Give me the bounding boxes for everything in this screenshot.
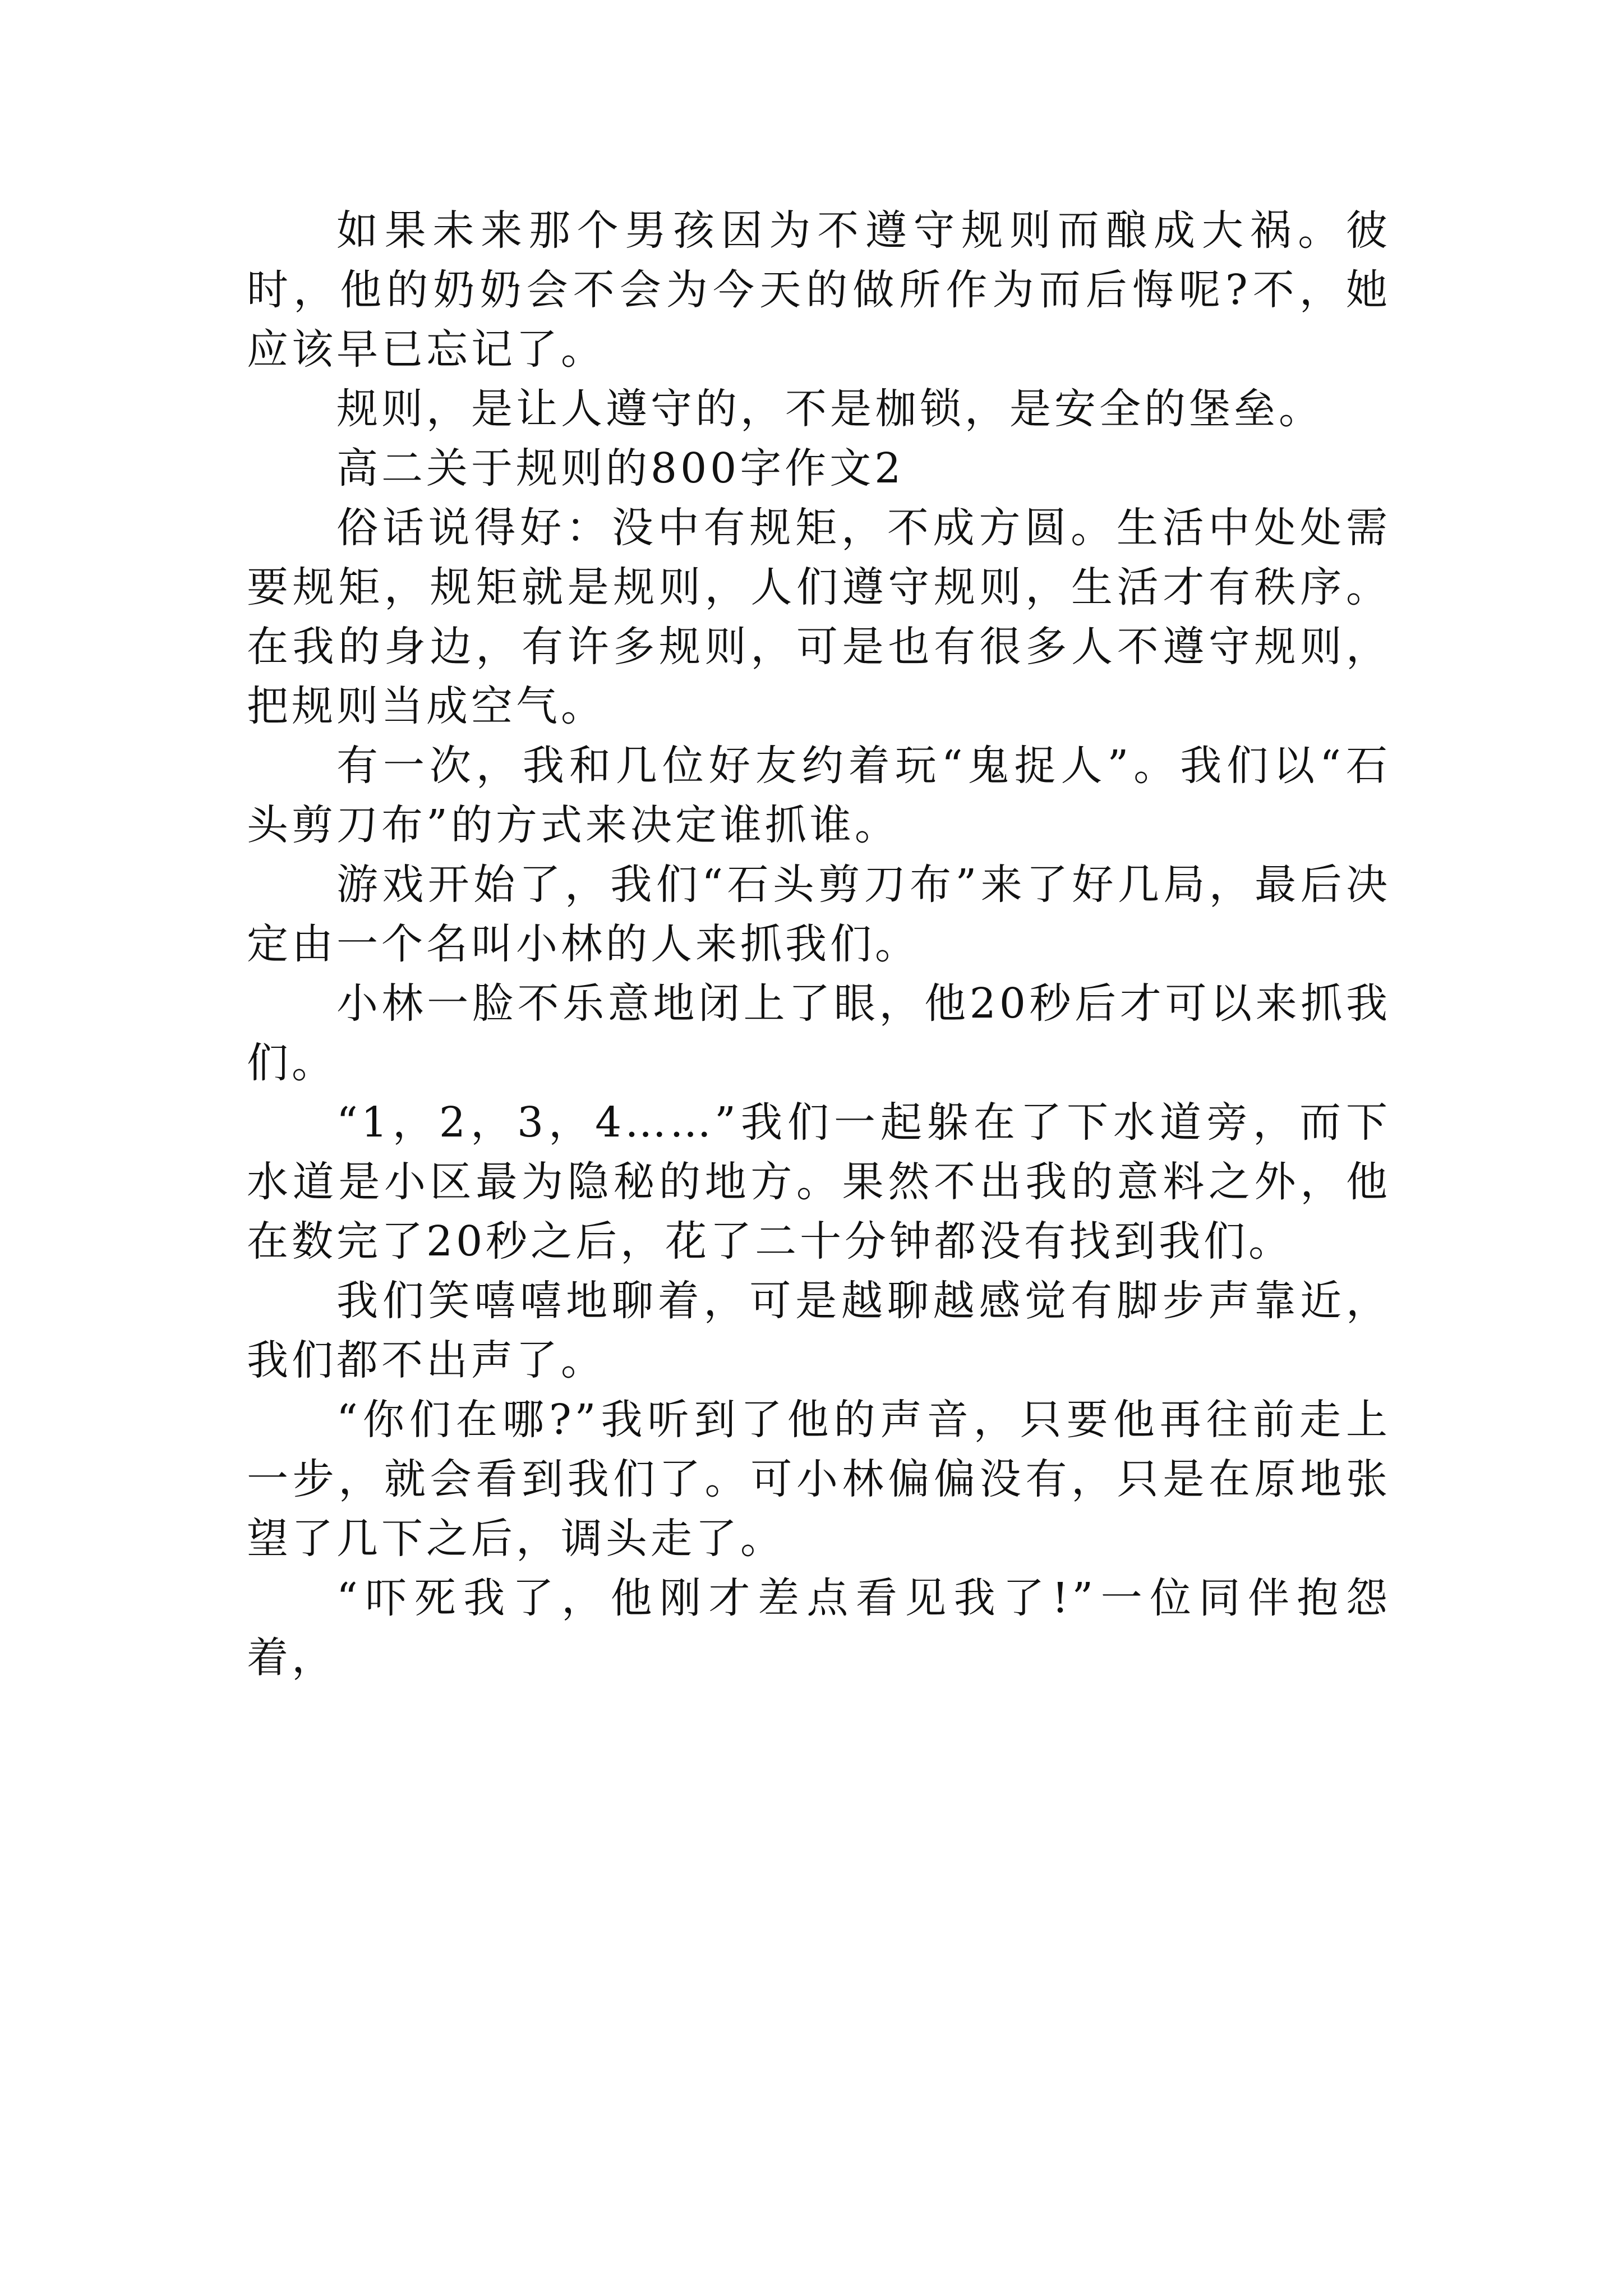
paragraph-1: 如果未来那个男孩因为不遵守规则而酿成大祸。彼时，他的奶奶会不会为今天的做所作为而后悔呢?不，她应该早已忘记了。 [247, 206, 1391, 374]
document-body [247, 201, 1391, 1687]
paragraph-7: “1，2，3，4……”我们一起躲在了下水道旁，而下水道是小区最为隐秘的地方。果然不出我的意料之外，他在数完了20秒之后，花了二十分钟都没有找到我们。 [247, 1098, 1391, 1266]
paragraph-9: “你们在哪?”我听到了他的声音，只要他再往前走上一步，就会看到我们了。可小林偏偏没有，只是在原地张望了几下之后，调头走了。 [247, 1396, 1391, 1563]
paragraph-3: 俗话说得好：没中有规矩，不成方圆。生活中处处需要规矩，规矩就是规则，人们遵守规则，生活才有秩序。在我的身边，有许多规则，可是也有很多人不遵守规则，把规则当成空气。 [247, 504, 1391, 730]
section-heading: 高二关于规则的800字作文2 [336, 444, 905, 493]
paragraph-5: 游戏开始了，我们“石头剪刀布”来了好几局，最后决定由一个名叫小林的人来抓我们。 [247, 861, 1391, 968]
paragraph-2: 规则，是让人遵守的，不是枷锁，是安全的堡垒。 [336, 385, 1324, 433]
paragraph-8: 我们笑嘻嘻地聊着，可是越聊越感觉有脚步声靠近，我们都不出声了。 [247, 1277, 1391, 1384]
paragraph-6: 小林一脸不乐意地闭上了眼，他20秒后才可以来抓我们。 [247, 979, 1391, 1087]
paragraph-4: 有一次，我和几位好友约着玩“鬼捉人”。我们以“石头剪刀布”的方式来决定谁抓谁。 [247, 742, 1391, 849]
paragraph-10: “吓死我了，他刚才差点看见我了!”一位同伴抱怨着， [247, 1574, 1391, 1682]
